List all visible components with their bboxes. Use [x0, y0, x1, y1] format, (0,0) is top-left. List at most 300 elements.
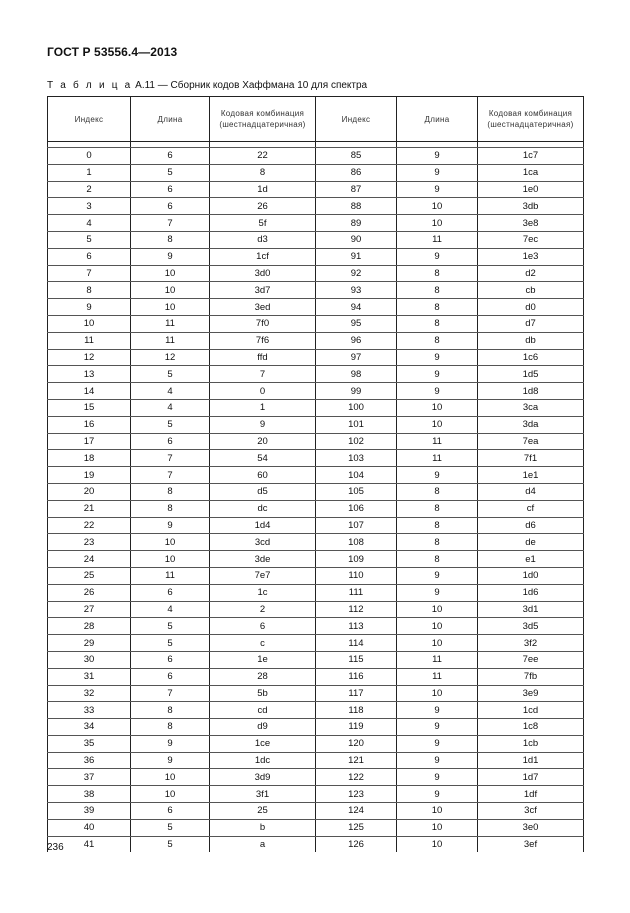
cell-length: 8: [397, 517, 478, 534]
table-row: [48, 483, 584, 500]
cell-index: 37: [48, 769, 131, 786]
cell-length: 10: [397, 836, 478, 852]
cell-code: 9: [210, 416, 316, 433]
table-row: [48, 601, 584, 618]
table-row: [48, 332, 584, 349]
cell-length: 11: [397, 433, 478, 450]
cell-code: 60: [210, 467, 316, 484]
cell-length: 10: [131, 551, 210, 568]
cell-code: de: [478, 534, 584, 551]
cell-code: 3e8: [478, 215, 584, 232]
cell-length: 8: [131, 483, 210, 500]
cell-length: 11: [131, 332, 210, 349]
cell-code: 3d1: [478, 601, 584, 618]
cell-index: 31: [48, 668, 131, 685]
cell-length: 9: [397, 769, 478, 786]
cell-code: 1d8: [478, 383, 584, 400]
cell-index: 20: [48, 483, 131, 500]
cell-length: 8: [397, 551, 478, 568]
table-row: [48, 215, 584, 232]
cell-index: 26: [48, 584, 131, 601]
table-caption-text: А.11 — Сборник кодов Хаффмана 10 для спектра: [132, 80, 368, 91]
cell-code: 1ce: [210, 735, 316, 752]
cell-index: 100: [316, 399, 397, 416]
cell-code: 7ee: [478, 651, 584, 668]
cell-index: 41: [48, 836, 131, 852]
cell-length: 5: [131, 836, 210, 852]
cell-code: 3cf: [478, 803, 584, 820]
cell-index: 8: [48, 282, 131, 299]
cell-length: 7: [131, 450, 210, 467]
cell-length: 8: [131, 231, 210, 248]
cell-length: 8: [397, 315, 478, 332]
header-length-1: Длина: [131, 97, 210, 142]
cell-code: 3db: [478, 198, 584, 215]
cell-length: 10: [397, 601, 478, 618]
cell-index: 39: [48, 803, 131, 820]
table-row: [48, 248, 584, 265]
table-row: [48, 752, 584, 769]
cell-code: d2: [478, 265, 584, 282]
cell-code: 7e7: [210, 567, 316, 584]
cell-index: 14: [48, 383, 131, 400]
table-row: [48, 618, 584, 635]
cell-index: 106: [316, 500, 397, 517]
table-row: [48, 148, 584, 165]
cell-length: 8: [397, 534, 478, 551]
cell-length: 11: [397, 231, 478, 248]
cell-length: 10: [397, 399, 478, 416]
cell-code: 7f0: [210, 315, 316, 332]
cell-index: 29: [48, 635, 131, 652]
table-row: [48, 433, 584, 450]
cell-index: 113: [316, 618, 397, 635]
cell-length: 9: [397, 584, 478, 601]
cell-code: 54: [210, 450, 316, 467]
cell-length: 11: [397, 450, 478, 467]
cell-index: 125: [316, 819, 397, 836]
cell-index: 0: [48, 148, 131, 165]
table-row: [48, 181, 584, 198]
cell-length: 9: [397, 349, 478, 366]
cell-index: 107: [316, 517, 397, 534]
cell-code: cb: [478, 282, 584, 299]
cell-length: 10: [397, 198, 478, 215]
cell-length: 8: [397, 500, 478, 517]
cell-length: 6: [131, 584, 210, 601]
cell-code: 3ed: [210, 299, 316, 316]
cell-index: 38: [48, 786, 131, 803]
cell-index: 36: [48, 752, 131, 769]
table-row: [48, 551, 584, 568]
cell-length: 5: [131, 164, 210, 181]
header-code-2: Кодовая комбинация (шестнадцатеричная): [478, 97, 584, 142]
table-row: [48, 299, 584, 316]
cell-length: 9: [397, 148, 478, 165]
cell-code: d3: [210, 231, 316, 248]
table-row: [48, 282, 584, 299]
cell-index: 12: [48, 349, 131, 366]
cell-index: 22: [48, 517, 131, 534]
cell-code: c: [210, 635, 316, 652]
cell-index: 85: [316, 148, 397, 165]
cell-length: 10: [131, 534, 210, 551]
cell-code: 3d0: [210, 265, 316, 282]
table-row: [48, 702, 584, 719]
cell-index: 124: [316, 803, 397, 820]
cell-index: 88: [316, 198, 397, 215]
cell-length: 9: [131, 752, 210, 769]
cell-index: 15: [48, 399, 131, 416]
cell-length: 10: [131, 265, 210, 282]
cell-code: d5: [210, 483, 316, 500]
cell-code: 1cb: [478, 735, 584, 752]
table-row: [48, 383, 584, 400]
table-row: [48, 567, 584, 584]
cell-length: 10: [397, 635, 478, 652]
cell-length: 11: [131, 567, 210, 584]
cell-index: 34: [48, 719, 131, 736]
cell-index: 103: [316, 450, 397, 467]
table-header-row: [48, 97, 584, 142]
cell-index: 110: [316, 567, 397, 584]
cell-index: 30: [48, 651, 131, 668]
cell-code: ffd: [210, 349, 316, 366]
cell-length: 8: [397, 483, 478, 500]
cell-length: 6: [131, 803, 210, 820]
cell-code: 1d7: [478, 769, 584, 786]
cell-length: 10: [397, 618, 478, 635]
cell-index: 18: [48, 450, 131, 467]
cell-length: 10: [397, 215, 478, 232]
cell-index: 117: [316, 685, 397, 702]
cell-index: 120: [316, 735, 397, 752]
cell-code: 5b: [210, 685, 316, 702]
cell-length: 10: [131, 299, 210, 316]
table-row: [48, 534, 584, 551]
cell-length: 11: [397, 651, 478, 668]
cell-code: 1e0: [478, 181, 584, 198]
cell-code: 1ca: [478, 164, 584, 181]
cell-length: 4: [131, 383, 210, 400]
cell-index: 116: [316, 668, 397, 685]
cell-code: 1d1: [478, 752, 584, 769]
cell-index: 24: [48, 551, 131, 568]
cell-index: 23: [48, 534, 131, 551]
cell-index: 104: [316, 467, 397, 484]
table-row: [48, 366, 584, 383]
cell-index: 98: [316, 366, 397, 383]
cell-length: 9: [397, 383, 478, 400]
cell-code: 28: [210, 668, 316, 685]
cell-code: 3d9: [210, 769, 316, 786]
cell-code: d7: [478, 315, 584, 332]
cell-code: 26: [210, 198, 316, 215]
cell-code: 3d7: [210, 282, 316, 299]
cell-code: 25: [210, 803, 316, 820]
cell-code: d6: [478, 517, 584, 534]
cell-code: db: [478, 332, 584, 349]
cell-length: 6: [131, 668, 210, 685]
cell-index: 122: [316, 769, 397, 786]
cell-length: 10: [397, 685, 478, 702]
cell-code: 3de: [210, 551, 316, 568]
cell-code: a: [210, 836, 316, 852]
table-row: [48, 735, 584, 752]
table-row: [48, 651, 584, 668]
cell-length: 5: [131, 819, 210, 836]
cell-length: 7: [131, 467, 210, 484]
cell-index: 16: [48, 416, 131, 433]
cell-code: 1c8: [478, 719, 584, 736]
cell-length: 9: [131, 735, 210, 752]
page-number: 236: [47, 842, 64, 853]
cell-code: 3e0: [478, 819, 584, 836]
cell-length: 9: [397, 567, 478, 584]
cell-index: 89: [316, 215, 397, 232]
cell-index: 94: [316, 299, 397, 316]
table-row: [48, 517, 584, 534]
cell-length: 8: [131, 719, 210, 736]
table-caption-prefix: Т а б л и ц а: [47, 80, 133, 91]
cell-index: 97: [316, 349, 397, 366]
table-row: [48, 416, 584, 433]
cell-length: 8: [397, 299, 478, 316]
cell-length: 9: [131, 517, 210, 534]
cell-code: 0: [210, 383, 316, 400]
cell-length: 9: [131, 248, 210, 265]
cell-index: 2: [48, 181, 131, 198]
cell-length: 8: [397, 265, 478, 282]
table-row: [48, 719, 584, 736]
cell-code: 3f1: [210, 786, 316, 803]
cell-index: 118: [316, 702, 397, 719]
cell-length: 6: [131, 651, 210, 668]
cell-index: 114: [316, 635, 397, 652]
table-row: [48, 349, 584, 366]
cell-length: 8: [397, 332, 478, 349]
table-row: [48, 265, 584, 282]
table-body: [48, 142, 584, 853]
cell-code: 1e1: [478, 467, 584, 484]
document-title: ГОСТ Р 53556.4—2013: [47, 45, 178, 59]
cell-length: 10: [397, 416, 478, 433]
cell-index: 35: [48, 735, 131, 752]
cell-index: 92: [316, 265, 397, 282]
cell-index: 109: [316, 551, 397, 568]
cell-code: 1dc: [210, 752, 316, 769]
cell-length: 9: [397, 752, 478, 769]
cell-index: 10: [48, 315, 131, 332]
cell-code: 2: [210, 601, 316, 618]
cell-code: 3d5: [478, 618, 584, 635]
cell-length: 9: [397, 719, 478, 736]
cell-code: 7: [210, 366, 316, 383]
cell-index: 1: [48, 164, 131, 181]
cell-length: 9: [397, 164, 478, 181]
cell-index: 96: [316, 332, 397, 349]
cell-length: 10: [131, 282, 210, 299]
cell-index: 126: [316, 836, 397, 852]
cell-code: 7ea: [478, 433, 584, 450]
cell-code: 7fb: [478, 668, 584, 685]
table-row: [48, 668, 584, 685]
cell-code: 1e: [210, 651, 316, 668]
table-row: [48, 450, 584, 467]
cell-index: 102: [316, 433, 397, 450]
cell-length: 4: [131, 601, 210, 618]
cell-code: dc: [210, 500, 316, 517]
cell-index: 32: [48, 685, 131, 702]
table-row: [48, 198, 584, 215]
cell-index: 13: [48, 366, 131, 383]
cell-code: 1e3: [478, 248, 584, 265]
cell-length: 11: [131, 315, 210, 332]
cell-code: 1df: [478, 786, 584, 803]
cell-index: 90: [316, 231, 397, 248]
cell-length: 7: [131, 685, 210, 702]
cell-length: 9: [397, 366, 478, 383]
cell-index: 112: [316, 601, 397, 618]
cell-length: 6: [131, 181, 210, 198]
table-row: [48, 467, 584, 484]
cell-code: 7ec: [478, 231, 584, 248]
cell-index: 87: [316, 181, 397, 198]
table-row: [48, 231, 584, 248]
cell-code: 1d: [210, 181, 316, 198]
cell-length: 11: [397, 668, 478, 685]
cell-code: 3f2: [478, 635, 584, 652]
cell-length: 8: [131, 702, 210, 719]
cell-code: 1cf: [210, 248, 316, 265]
cell-code: 3ca: [478, 399, 584, 416]
huffman-codes-table: [47, 96, 584, 852]
cell-code: cd: [210, 702, 316, 719]
table-row: [48, 399, 584, 416]
cell-length: 4: [131, 399, 210, 416]
cell-code: 3da: [478, 416, 584, 433]
cell-code: d0: [478, 299, 584, 316]
cell-index: 111: [316, 584, 397, 601]
cell-index: 33: [48, 702, 131, 719]
cell-length: 9: [397, 786, 478, 803]
cell-code: 3cd: [210, 534, 316, 551]
cell-code: 1d0: [478, 567, 584, 584]
table-row: [48, 836, 584, 852]
cell-length: 9: [397, 702, 478, 719]
cell-index: 93: [316, 282, 397, 299]
cell-index: 17: [48, 433, 131, 450]
table-row: [48, 769, 584, 786]
cell-code: 1c6: [478, 349, 584, 366]
cell-index: 9: [48, 299, 131, 316]
cell-code: d4: [478, 483, 584, 500]
header-index-1: Индекс: [48, 97, 131, 142]
cell-index: 4: [48, 215, 131, 232]
cell-index: 105: [316, 483, 397, 500]
cell-index: 86: [316, 164, 397, 181]
cell-index: 40: [48, 819, 131, 836]
cell-index: 6: [48, 248, 131, 265]
cell-code: 22: [210, 148, 316, 165]
cell-code: cf: [478, 500, 584, 517]
table-row: [48, 635, 584, 652]
cell-index: 108: [316, 534, 397, 551]
table-row: [48, 500, 584, 517]
cell-index: 95: [316, 315, 397, 332]
cell-length: 5: [131, 618, 210, 635]
cell-length: 8: [397, 282, 478, 299]
table-row: [48, 803, 584, 820]
cell-code: 1c7: [478, 148, 584, 165]
cell-index: 21: [48, 500, 131, 517]
cell-length: 6: [131, 198, 210, 215]
cell-code: 1: [210, 399, 316, 416]
cell-code: b: [210, 819, 316, 836]
cell-length: 6: [131, 148, 210, 165]
header-length-2: Длина: [397, 97, 478, 142]
table-row: [48, 786, 584, 803]
table-row: [48, 685, 584, 702]
cell-code: 1cd: [478, 702, 584, 719]
header-index-2: Индекс: [316, 97, 397, 142]
cell-code: e1: [478, 551, 584, 568]
cell-index: 27: [48, 601, 131, 618]
cell-length: 6: [131, 433, 210, 450]
cell-index: 11: [48, 332, 131, 349]
cell-length: 12: [131, 349, 210, 366]
cell-index: 5: [48, 231, 131, 248]
cell-index: 19: [48, 467, 131, 484]
cell-code: 8: [210, 164, 316, 181]
cell-length: 8: [131, 500, 210, 517]
table-row: [48, 819, 584, 836]
cell-index: 25: [48, 567, 131, 584]
cell-code: 6: [210, 618, 316, 635]
cell-length: 10: [397, 803, 478, 820]
cell-length: 5: [131, 635, 210, 652]
table-row: [48, 315, 584, 332]
cell-index: 91: [316, 248, 397, 265]
cell-code: 1c: [210, 584, 316, 601]
cell-length: 5: [131, 366, 210, 383]
cell-code: 5f: [210, 215, 316, 232]
table-row: [48, 584, 584, 601]
cell-length: 9: [397, 181, 478, 198]
cell-index: 3: [48, 198, 131, 215]
cell-length: 9: [397, 467, 478, 484]
cell-length: 7: [131, 215, 210, 232]
cell-length: 10: [131, 786, 210, 803]
cell-index: 115: [316, 651, 397, 668]
cell-code: 7f1: [478, 450, 584, 467]
cell-code: 3e9: [478, 685, 584, 702]
cell-code: d9: [210, 719, 316, 736]
cell-length: 9: [397, 735, 478, 752]
cell-index: 101: [316, 416, 397, 433]
table-caption: [47, 80, 367, 91]
cell-index: 121: [316, 752, 397, 769]
cell-index: 99: [316, 383, 397, 400]
cell-index: 7: [48, 265, 131, 282]
cell-index: 28: [48, 618, 131, 635]
cell-length: 10: [397, 819, 478, 836]
cell-code: 3ef: [478, 836, 584, 852]
cell-code: 7f6: [210, 332, 316, 349]
cell-index: 119: [316, 719, 397, 736]
cell-length: 5: [131, 416, 210, 433]
cell-length: 10: [131, 769, 210, 786]
